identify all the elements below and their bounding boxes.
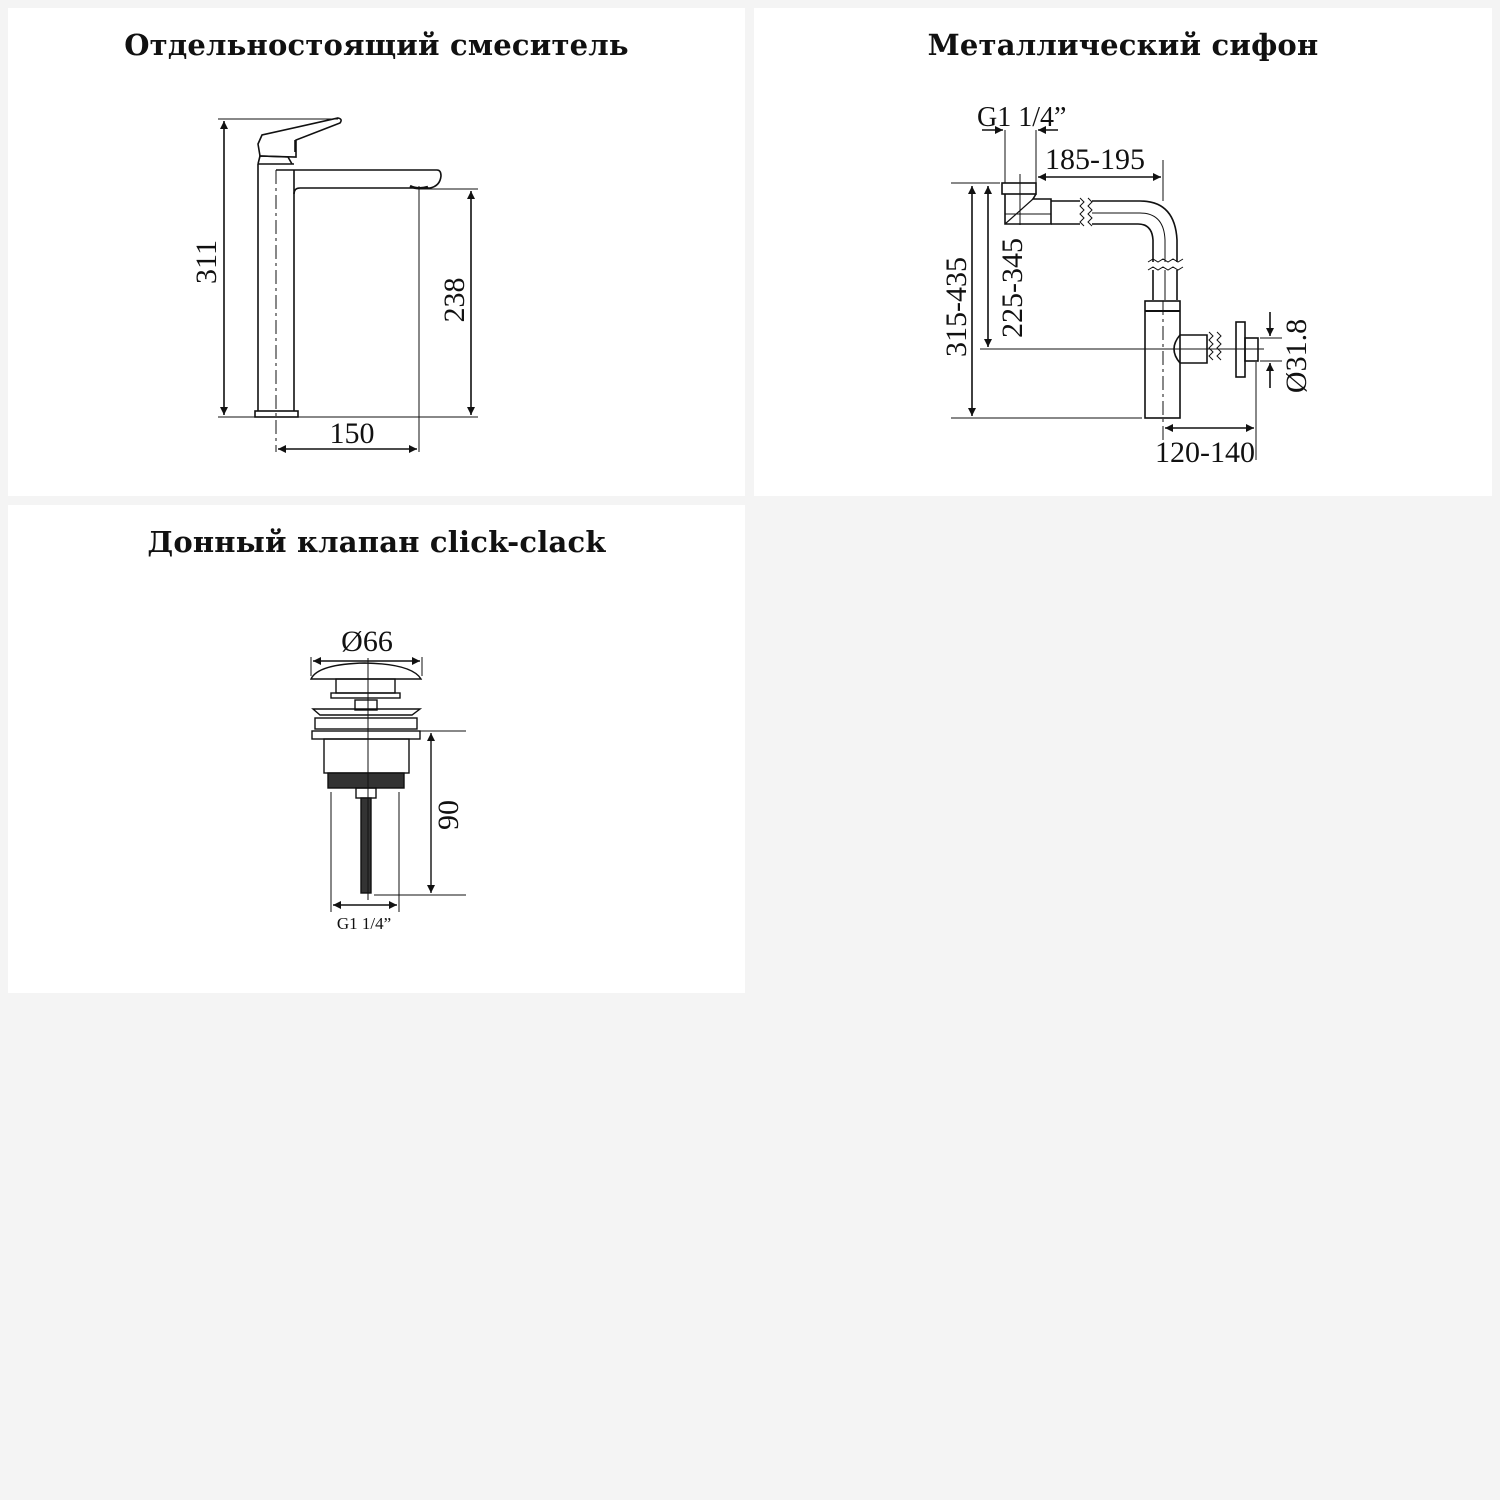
panel-title: Металлический сифон	[927, 28, 1319, 62]
panel-title: Донный клапан click-clack	[147, 525, 606, 559]
siphon-drawing	[754, 8, 1492, 496]
dim-horizontal-reach: 185-195	[1045, 143, 1145, 176]
dim-thread: G1 1/4”	[336, 914, 392, 933]
panel-click-clack-valve	[8, 505, 745, 993]
dim-outlet-diameter: Ø31.8	[1280, 318, 1313, 394]
dim-height: 90	[432, 800, 465, 830]
dim-spout-height: 238	[438, 277, 471, 323]
panel-title: Отдельностоящий смеситель	[124, 28, 629, 62]
faucet-drawing	[8, 8, 745, 496]
drain-valve-drawing	[8, 505, 745, 993]
dim-total-height: 315-435	[940, 257, 973, 357]
dim-wall-distance: 120-140	[1155, 436, 1255, 469]
panel-freestanding-faucet	[8, 8, 745, 496]
dim-spout-reach: 150	[329, 417, 375, 450]
dim-total-height: 311	[190, 240, 223, 284]
panel-metal-siphon	[754, 8, 1492, 496]
dim-outlet-height: 225-345	[996, 238, 1029, 338]
dim-inlet-thread: G1 1/4”	[977, 102, 1067, 133]
dim-cap-diameter: Ø66	[341, 625, 393, 658]
